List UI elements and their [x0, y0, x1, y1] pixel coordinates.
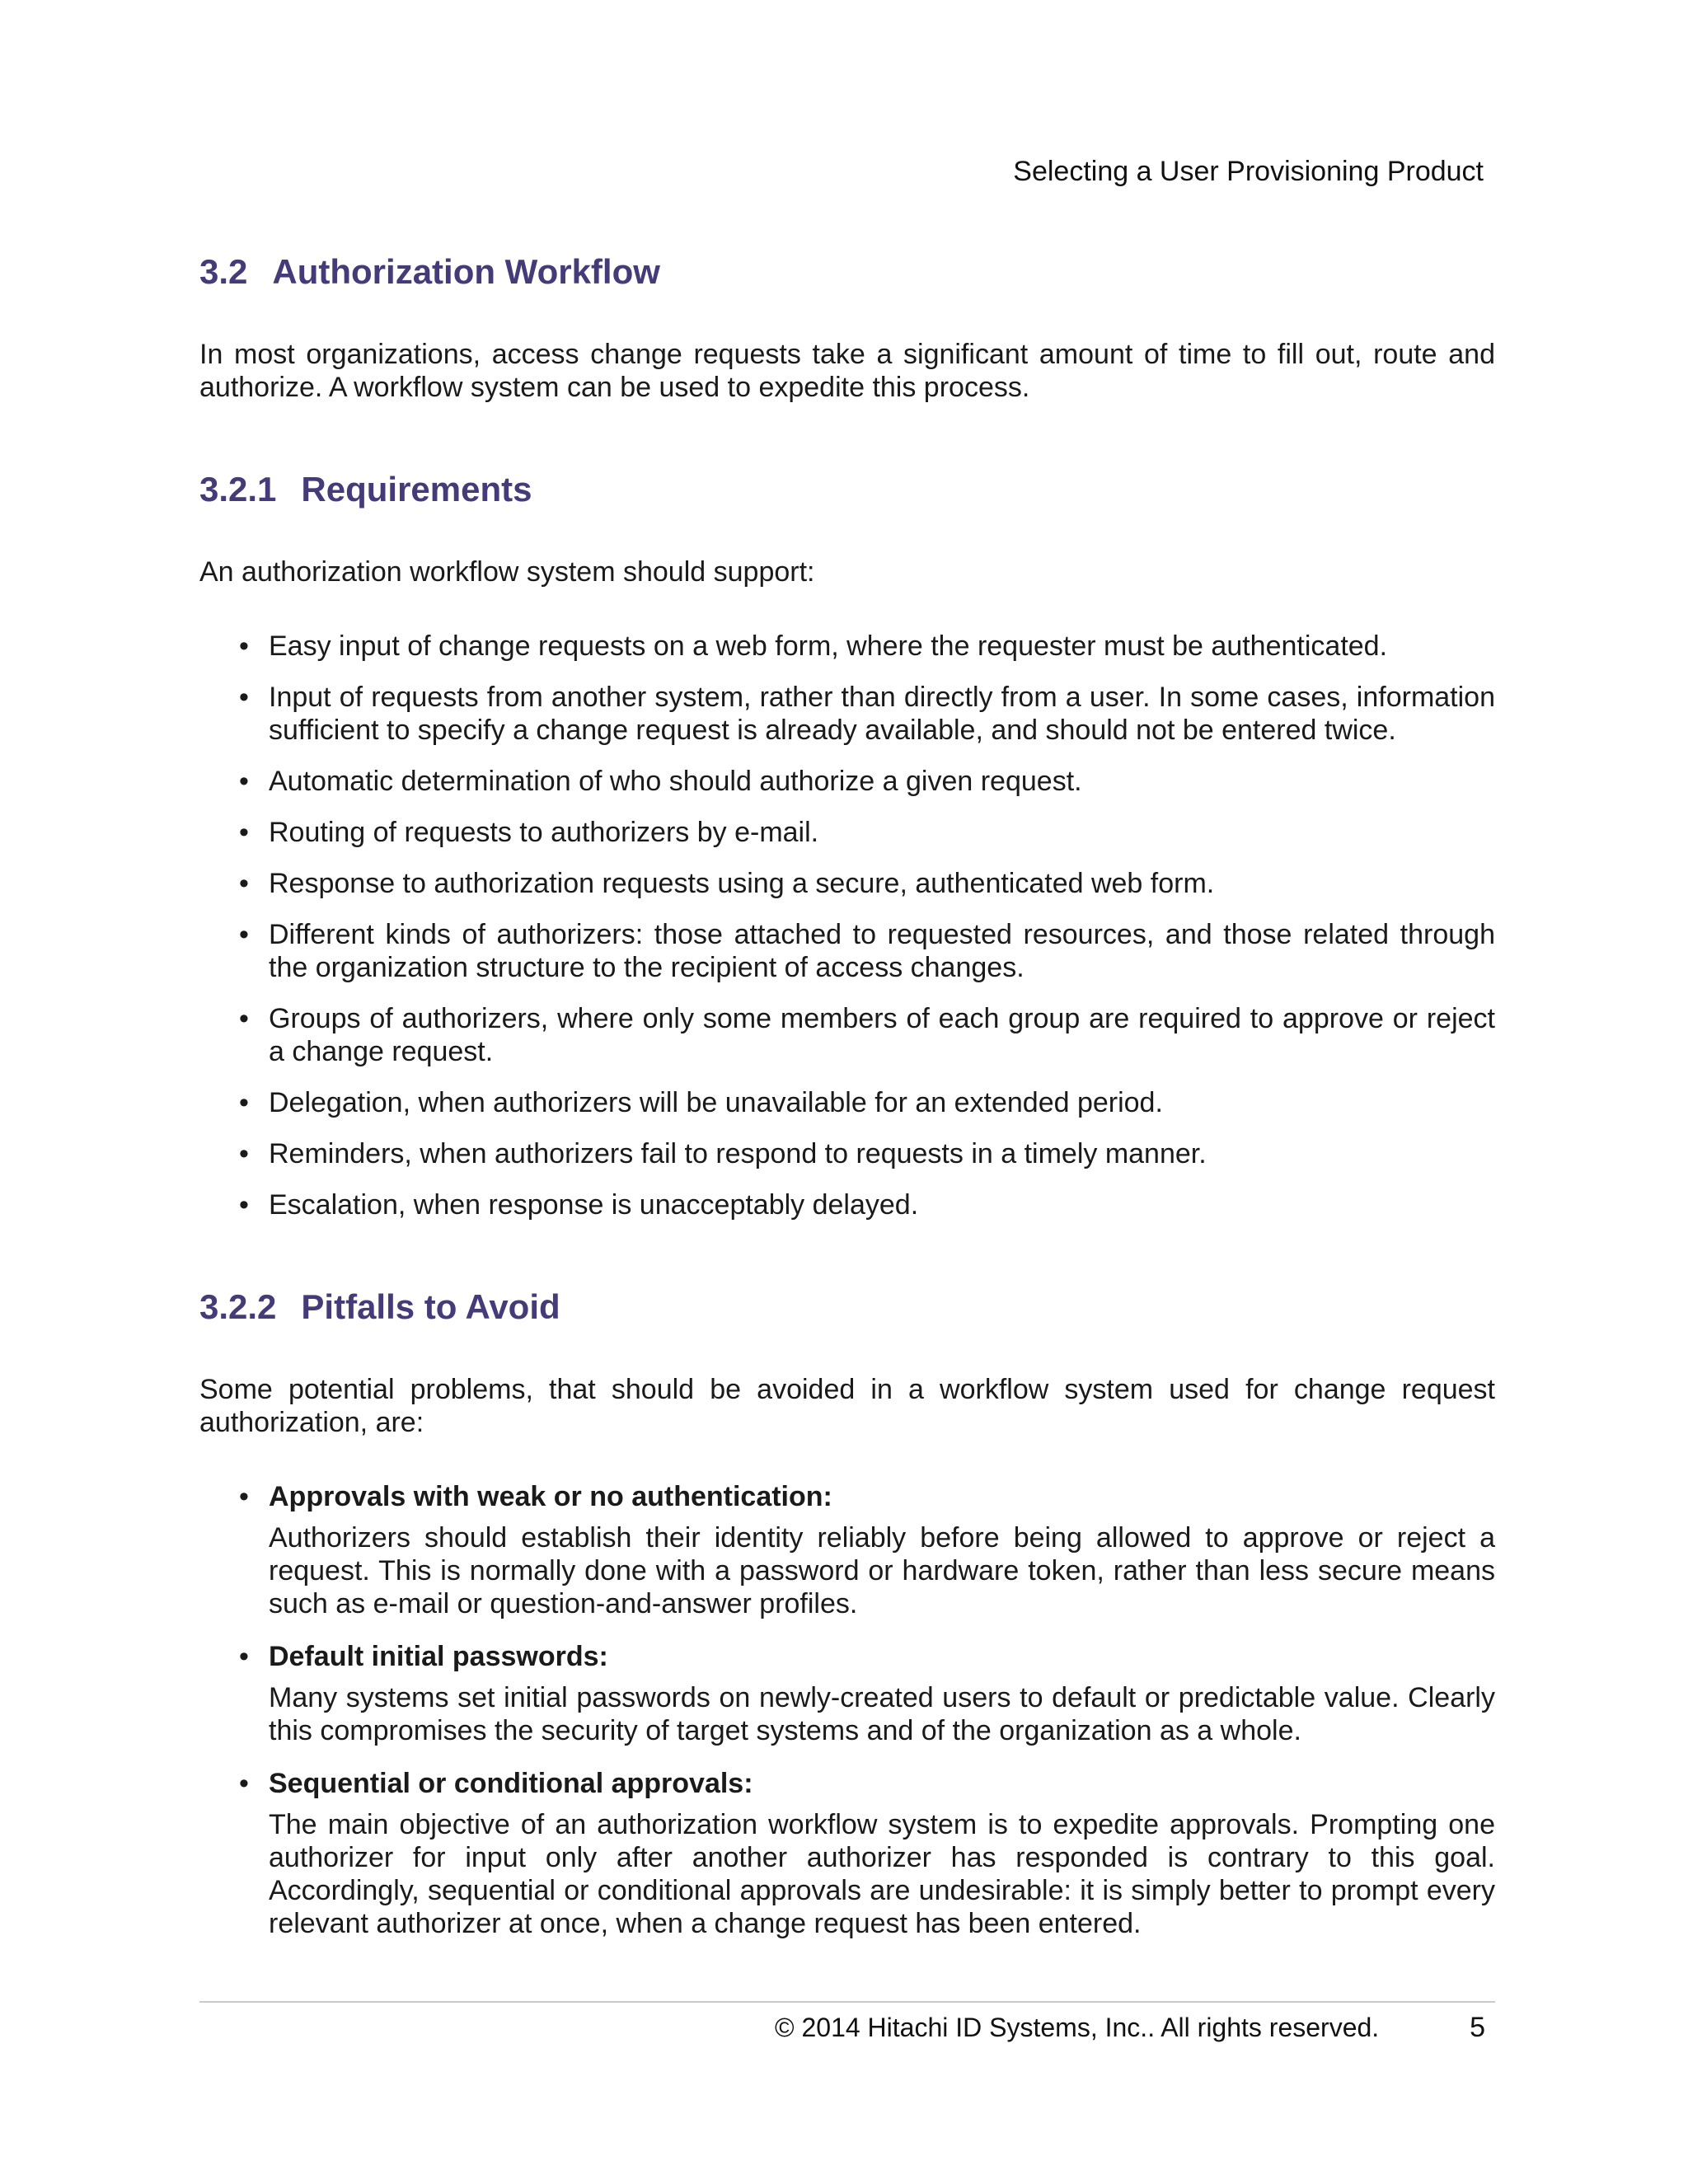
pitfall-title: Approvals with weak or no authentication: [269, 1481, 832, 1512]
pitfall-title: Default initial passwords: [269, 1641, 608, 1672]
list-item-text: Groups of authorizers, where only some members of each group are required to approve or reject a change request. [269, 1003, 1495, 1067]
list-item [199, 765, 1495, 798]
requirements-number: 3.2.1 [199, 470, 277, 509]
list-item [199, 1480, 1495, 1620]
list-item-text: Reminders, when authorizers fail to respond to requests in a timely manner. [269, 1138, 1207, 1169]
list-item-text: Different kinds of authorizers: those attached to requested resources, and those related through the organization structure to the recipient of access changes. [269, 919, 1495, 983]
pitfall-description: The main objective of an authorization workflow system is to expedite approvals. Prompting one authorizer for input only after another authorizer has responded is contrary to this goal. Accordingly, sequential or conditional approvals are undesirable: it is simply better to prompt every relevant authorizer at once, when a change request has been entered. [269, 1809, 1495, 1939]
list-item [199, 867, 1495, 900]
bullet-icon: • [239, 1087, 249, 1118]
list-item-text: Delegation, when authorizers will be unavailable for an extended period. [269, 1087, 1163, 1118]
running-header: Selecting a User Provisioning Product [1013, 156, 1484, 187]
list-item [199, 1188, 1495, 1221]
bullet-icon: • [239, 682, 249, 713]
list-item-text: Routing of requests to authorizers by e-mail. [269, 817, 819, 848]
section-intro: In most organizations, access change requests take a significant amount of time to fill out, route and authorize. A workflow system can be used to expedite this process. [199, 339, 1495, 403]
page-content [199, 251, 1495, 1960]
footer-divider [199, 2001, 1495, 2003]
bullet-icon: • [239, 919, 249, 950]
pitfalls-number: 3.2.2 [199, 1287, 277, 1326]
bullet-icon: • [239, 817, 249, 848]
section-heading [199, 251, 1495, 293]
bullet-icon: • [239, 1003, 249, 1034]
footer-copyright: © 2014 Hitachi ID Systems, Inc.. All rights reserved. [775, 2013, 1380, 2042]
pitfalls-list [199, 1480, 1495, 1940]
bullet-icon: • [239, 1189, 249, 1221]
bullet-icon: • [239, 630, 249, 662]
requirements-title: Requirements [301, 470, 532, 509]
section-title: Authorization Workflow [272, 252, 660, 291]
bullet-icon: • [239, 766, 249, 797]
pitfalls-heading [199, 1286, 1495, 1329]
list-item-text: Easy input of change requests on a web form, where the requester must be authenticated. [269, 630, 1388, 662]
list-item [199, 918, 1495, 984]
list-item-text: Automatic determination of who should authorize a given request. [269, 766, 1082, 797]
pitfall-description: Many systems set initial passwords on newly-created users to default or predictable value. Clearly this compromises the security of target systems and of the organization as a whole. [269, 1682, 1495, 1746]
bullet-icon: • [239, 1768, 249, 1799]
list-item-text: Escalation, when response is unacceptably delayed. [269, 1189, 919, 1221]
list-item [199, 1086, 1495, 1119]
requirements-list [199, 630, 1495, 1221]
list-item-text: Input of requests from another system, rather than directly from a user. In some cases, information sufficient to specify a change request is already available, and should not be entered twice. [269, 682, 1495, 746]
bullet-icon: • [239, 1481, 249, 1512]
bullet-icon: • [239, 1641, 249, 1672]
list-item [199, 1767, 1495, 1940]
list-item-text: Response to authorization requests using a secure, authenticated web form. [269, 868, 1215, 899]
bullet-icon: • [239, 868, 249, 899]
list-item [199, 630, 1495, 663]
list-item [199, 1640, 1495, 1747]
bullet-icon: • [239, 1138, 249, 1169]
list-item [199, 681, 1495, 747]
requirements-heading [199, 468, 1495, 511]
list-item [199, 1137, 1495, 1170]
section-number: 3.2 [199, 252, 248, 291]
pitfalls-intro: Some potential problems, that should be avoided in a workflow system used for change request authorization, are: [199, 1374, 1495, 1438]
pitfall-description: Authorizers should establish their identity reliably before being allowed to approve or reject a request. This is normally done with a password or hardware token, rather than less secure means such as e-mail or question-and-answer profiles. [269, 1522, 1495, 1619]
list-item [199, 1002, 1495, 1068]
requirements-intro: An authorization workflow system should support: [199, 556, 815, 588]
list-item [199, 816, 1495, 849]
page-number: 5 [1470, 2012, 1485, 2043]
pitfall-title: Sequential or conditional approvals: [269, 1768, 753, 1799]
pitfalls-title: Pitfalls to Avoid [301, 1287, 560, 1326]
